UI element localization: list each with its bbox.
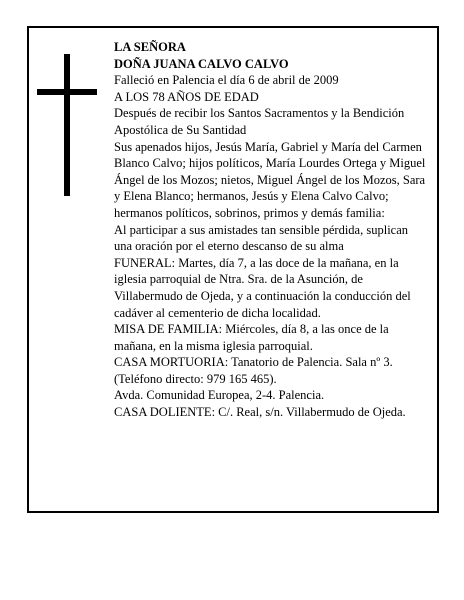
funeral-home-info: CASA MORTUORIA: Tanatorio de Palencia. Sala nº 3. (Teléfono directo: 979 165 465).	[114, 355, 393, 386]
deceased-name: DOÑA JUANA CALVO CALVO	[114, 56, 289, 71]
death-info: Falleció en Palencia el día 6 de abril de 2009	[114, 73, 339, 88]
cross-icon	[64, 54, 70, 196]
mourning-house-info: CASA DOLIENTE: C/. Real, s/n. Villabermudo de Ojeda.	[114, 405, 406, 420]
deceased-title: LA SEÑORA	[114, 40, 186, 54]
obituary-text	[114, 39, 426, 421]
prayer-request: Al participar a sus amistades tan sensible pérdida, suplican una oración por el eterno descanso de su alma	[114, 222, 409, 254]
family-list: Sus apenados hijos, Jesús María, Gabriel y María del Carmen Blanco Calvo; hijos políticos, María Lourdes Ortega y Miguel Ángel de los Mozos; nietos, Miguel Ángel de los Mozos, Sara y Elena Blanco; hermanos, Jesús y Elena Calvo Calvo; hermanos políticos, sobrinos, primos y demás familia:	[114, 139, 426, 220]
sacraments-text: Después de recibir los Santos Sacramentos y la Bendición Apostólica de Su Santidad	[114, 106, 405, 137]
funeral-info: FUNERAL: Martes, día 7, a las doce de la mañana, en la iglesia parroquial de Ntra. Sra. de la Asunción, de Villabermudo de Ojeda, y a continuación la conducción del cadáver al cementerio de dicha localidad.	[114, 255, 411, 320]
cross-icon-crossbar	[37, 89, 97, 95]
funeral-home-address: Avda. Comunidad Europea, 2-4. Palencia.	[114, 388, 325, 403]
family-mass-info: MISA DE FAMILIA: Miércoles, día 8, a las once de la mañana, en la misma iglesia parroquial.	[114, 322, 389, 353]
age-line: A LOS 78 AÑOS DE EDAD	[114, 89, 259, 104]
